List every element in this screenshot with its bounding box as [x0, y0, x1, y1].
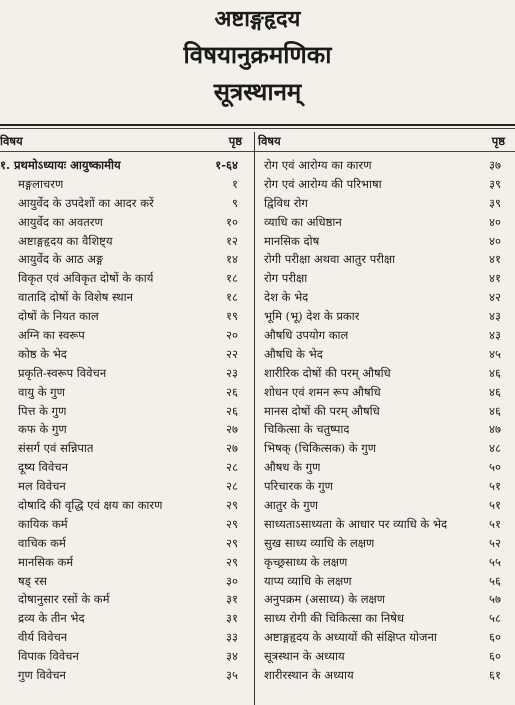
entry-topic: आयुर्वेद का अवतरण	[18, 214, 103, 229]
right-index-entry	[258, 213, 515, 232]
left-index-entry	[0, 666, 252, 685]
right-index-entry	[258, 345, 515, 364]
entry-page: ५०	[489, 460, 501, 475]
left-index-entry	[0, 458, 252, 477]
entry-page: ४८	[489, 441, 501, 456]
entry-page: १०	[226, 214, 238, 229]
right-index-entry	[258, 269, 515, 288]
entry-page: २७	[226, 441, 238, 456]
entry-page: २८	[226, 460, 238, 475]
entry-topic: दोषादि की वृद्धि एवं क्षय का कारण	[18, 498, 163, 513]
entry-topic: मानसिक कर्म	[18, 554, 74, 569]
entry-page: २६	[226, 384, 238, 399]
entry-page: ३१	[226, 592, 238, 607]
entry-topic: वातादि दोषों के विशेष स्थान	[18, 290, 133, 305]
entry-page: १-६४	[215, 158, 238, 172]
entry-topic: दोषों के नियत काल	[18, 309, 99, 324]
entry-topic: आतुर के गुण	[264, 498, 318, 513]
entry-topic: साध्यताऽसाध्यता के आधार पर व्याधि के भेद	[264, 516, 448, 531]
entry-topic: अग्नि का स्वरूप	[18, 328, 85, 343]
entry-page: ४३	[489, 328, 501, 343]
left-index-entry	[0, 345, 252, 364]
entry-page: ५१	[489, 479, 501, 494]
right-index-entry	[258, 194, 515, 213]
entry-page: ४७	[489, 422, 501, 437]
entry-topic: अनुपक्रम (असाध्य) के लक्षण	[264, 592, 386, 607]
entry-page: ४२	[489, 290, 501, 305]
entry-page: ९	[232, 195, 238, 210]
left-index-entry	[0, 439, 252, 458]
book-title: अष्टाङ्गहृदय	[214, 6, 301, 32]
right-index-entry	[258, 628, 515, 647]
entry-topic: भिषक् (चिकित्सक) के गुण	[264, 441, 377, 456]
right-index-entry	[258, 590, 515, 609]
entry-topic: वाचिक कर्म	[18, 535, 66, 550]
right-page-header: पृष्ठ	[491, 134, 505, 148]
left-index-entry	[0, 213, 252, 232]
left-index-entry	[0, 477, 252, 496]
entry-topic: विपाक विवेचन	[18, 649, 79, 664]
entry-topic: औषधि उपयोग काल	[264, 328, 349, 343]
title-block	[0, 6, 515, 104]
left-topic-header: विषय	[0, 134, 23, 148]
entry-page: ५७	[489, 592, 501, 607]
entry-page: ४१	[489, 252, 501, 267]
entry-topic: देश के भेद	[264, 290, 309, 305]
entry-page: ४०	[489, 214, 501, 229]
entry-topic: द्रव्य के तीन भेद	[18, 611, 85, 626]
entry-topic: रोग परीक्षा	[264, 271, 308, 286]
entry-page: ५२	[489, 535, 501, 550]
entry-page: २६	[226, 403, 238, 418]
entry-page: २२	[226, 346, 238, 361]
entry-topic: षड् रस	[18, 573, 47, 588]
entry-topic: विकृत एवं अविकृत दोषों के कार्य	[18, 271, 154, 286]
left-index-entry	[0, 553, 252, 572]
entry-topic: मानस दोषों की परम् औषधि	[264, 403, 380, 418]
entry-page: १८	[226, 290, 238, 305]
entry-page: २९	[226, 516, 238, 531]
entry-topic: कफ के गुण	[18, 422, 67, 437]
index-title: विषयानुक्रमणिका	[183, 40, 332, 69]
left-index-entry	[0, 628, 252, 647]
right-index-entry	[258, 534, 515, 553]
entry-page: ३३	[226, 630, 238, 645]
right-index-entry	[258, 402, 515, 421]
right-index-entry	[258, 477, 515, 496]
entry-topic: आयुर्वेद के आठ अङ्ग	[18, 252, 104, 267]
entry-page: १	[232, 176, 238, 191]
entry-page: २८	[226, 479, 238, 494]
entry-topic: दोषानुसार रसों के कर्म	[18, 592, 110, 607]
entry-topic: संसर्ग एवं सन्निपात	[18, 441, 94, 456]
entry-page: १९	[226, 309, 238, 324]
left-index-entry	[0, 496, 252, 515]
entry-topic: रोगी परीक्षा अथवा आतुर परीक्षा	[264, 252, 396, 267]
left-index-entry	[0, 288, 252, 307]
right-index-entry	[258, 364, 515, 383]
right-index-entry	[258, 156, 515, 175]
entry-page: ६१	[489, 668, 501, 683]
entry-page: ५६	[489, 573, 501, 588]
right-index-entry	[258, 666, 515, 685]
left-page-header: पृष्ठ	[228, 134, 242, 148]
right-index-entry	[258, 553, 515, 572]
entry-page: ३१	[226, 611, 238, 626]
entry-topic: अष्टाङ्गहृदय के अध्यायों की संक्षिप्त योजना	[264, 630, 437, 645]
right-index-entry	[258, 250, 515, 269]
entry-topic: कृच्छ्रसाध्य के लक्षण	[264, 554, 348, 569]
entry-page: २७	[226, 422, 238, 437]
entry-page: ५५	[489, 554, 501, 569]
entry-topic: सूत्रस्थान के अध्याय	[264, 649, 345, 664]
entry-topic: भूमि (भू) देश के प्रकार	[264, 309, 360, 324]
right-index-entry	[258, 288, 515, 307]
right-index-entry	[258, 326, 515, 345]
left-index-entry	[0, 194, 252, 213]
entry-topic: सुख साध्य व्याधि के लक्षण	[264, 535, 375, 550]
left-index-entry	[0, 364, 252, 383]
entry-page: ४६	[489, 403, 501, 418]
entry-topic: पित्त के गुण	[18, 403, 67, 418]
left-index-entry	[0, 383, 252, 402]
entry-page: ३५	[226, 668, 238, 683]
entry-page: २३	[226, 365, 238, 380]
entry-topic: गुण विवेचन	[18, 668, 66, 683]
right-entries	[258, 156, 515, 685]
entry-topic: साध्य रोगी की चिकित्सा का निषेध	[264, 611, 404, 626]
right-index-entry	[258, 383, 515, 402]
entry-page: २९	[226, 535, 238, 550]
right-index-entry	[258, 572, 515, 591]
left-index-entry	[0, 250, 252, 269]
right-index-entry	[258, 458, 515, 477]
entry-topic: अष्टाङ्गहृदय का वैशिष्ट्य	[18, 233, 113, 248]
entry-page: २०	[226, 328, 238, 343]
entry-topic: मङ्गलाचरण	[18, 176, 64, 191]
column-divider	[254, 132, 255, 705]
entry-page: १२	[226, 233, 238, 248]
entry-page: ३९	[489, 176, 501, 191]
entry-topic: याप्य व्याधि के लक्षण	[264, 573, 352, 588]
left-index-entry	[0, 156, 252, 175]
entry-topic: वीर्य विवेचन	[18, 630, 68, 645]
left-index-entry	[0, 572, 252, 591]
entry-topic: व्याधि का अधिष्ठान	[264, 214, 342, 229]
left-entries	[0, 156, 252, 685]
entry-topic: कायिक कर्म	[18, 516, 68, 531]
left-index-entry	[0, 590, 252, 609]
entry-topic: कोष्ठ के भेद	[18, 346, 67, 361]
entry-page: ३७	[489, 158, 501, 172]
left-column-header	[0, 134, 252, 151]
entry-topic: शारीरिक दोषों की परम् औषधि	[264, 365, 391, 380]
entry-topic: आयुर्वेद के उपदेशों का आदर करें	[18, 195, 154, 210]
right-index-entry	[258, 232, 515, 251]
left-index-entry	[0, 326, 252, 345]
entry-page: ६०	[489, 649, 501, 664]
top-rule	[0, 124, 515, 126]
section-title: सूत्रस्थानम्	[213, 77, 302, 106]
entry-topic: दूष्य विवेचन	[18, 460, 68, 475]
entry-topic: रोग एवं आरोग्य की परिभाषा	[264, 176, 382, 191]
right-index-entry	[258, 647, 515, 666]
entry-page: १४	[226, 252, 238, 267]
entry-page: २९	[226, 498, 238, 513]
entry-topic: परिचारक के गुण	[264, 479, 333, 494]
right-index-entry	[258, 515, 515, 534]
entry-topic: द्विविध रोग	[264, 195, 308, 210]
entry-page: ४६	[489, 365, 501, 380]
left-index-entry	[0, 175, 252, 194]
left-index-entry	[0, 647, 252, 666]
entry-page: ४५	[489, 346, 501, 361]
right-index-entry	[258, 307, 515, 326]
entry-page: ५१	[489, 516, 501, 531]
entry-page: ४०	[489, 233, 501, 248]
entry-topic: मानसिक दोष	[264, 233, 320, 248]
right-topic-header: विषय	[258, 134, 281, 148]
entry-page: १८	[226, 271, 238, 286]
right-index-entry	[258, 175, 515, 194]
entry-page: २९	[226, 554, 238, 569]
entry-page: ३४	[226, 649, 238, 664]
entry-topic: औषधि के भेद	[264, 346, 323, 361]
entry-page: ६०	[489, 630, 501, 645]
entry-topic: १. प्रथमोऽध्यायः आयुष्कामीय	[0, 158, 121, 172]
entry-topic: शोधन एवं शमन रूप औषधि	[264, 384, 381, 399]
entry-topic: शारीरस्थान के अध्याय	[264, 668, 354, 683]
entry-page: ५१	[489, 498, 501, 513]
entry-page: ३०	[226, 573, 238, 588]
top-rule-thin	[0, 128, 515, 129]
right-index-entry	[258, 496, 515, 515]
left-index-entry	[0, 515, 252, 534]
entry-topic: वायु के गुण	[18, 384, 65, 399]
entry-page: ४३	[489, 309, 501, 324]
right-column-header	[258, 134, 515, 151]
left-index-entry	[0, 307, 252, 326]
entry-topic: रोग एवं आरोग्य का कारण	[264, 158, 372, 172]
left-index-entry	[0, 269, 252, 288]
entry-page: ५८	[489, 611, 501, 626]
entry-page: ३९	[489, 195, 501, 210]
left-index-entry	[0, 402, 252, 421]
right-index-entry	[258, 420, 515, 439]
entry-topic: प्रकृति-स्वरूप विवेचन	[18, 365, 107, 380]
left-index-entry	[0, 420, 252, 439]
entry-topic: औषध के गुण	[264, 460, 321, 475]
entry-topic: मल विवेचन	[18, 479, 66, 494]
right-index-entry	[258, 439, 515, 458]
entry-page: ४६	[489, 384, 501, 399]
entry-topic: चिकित्सा के चतुष्पाद	[264, 422, 350, 437]
header-rule	[0, 151, 515, 152]
left-index-entry	[0, 534, 252, 553]
left-index-entry	[0, 232, 252, 251]
entry-page: ४१	[489, 271, 501, 286]
right-index-entry	[258, 609, 515, 628]
left-index-entry	[0, 609, 252, 628]
